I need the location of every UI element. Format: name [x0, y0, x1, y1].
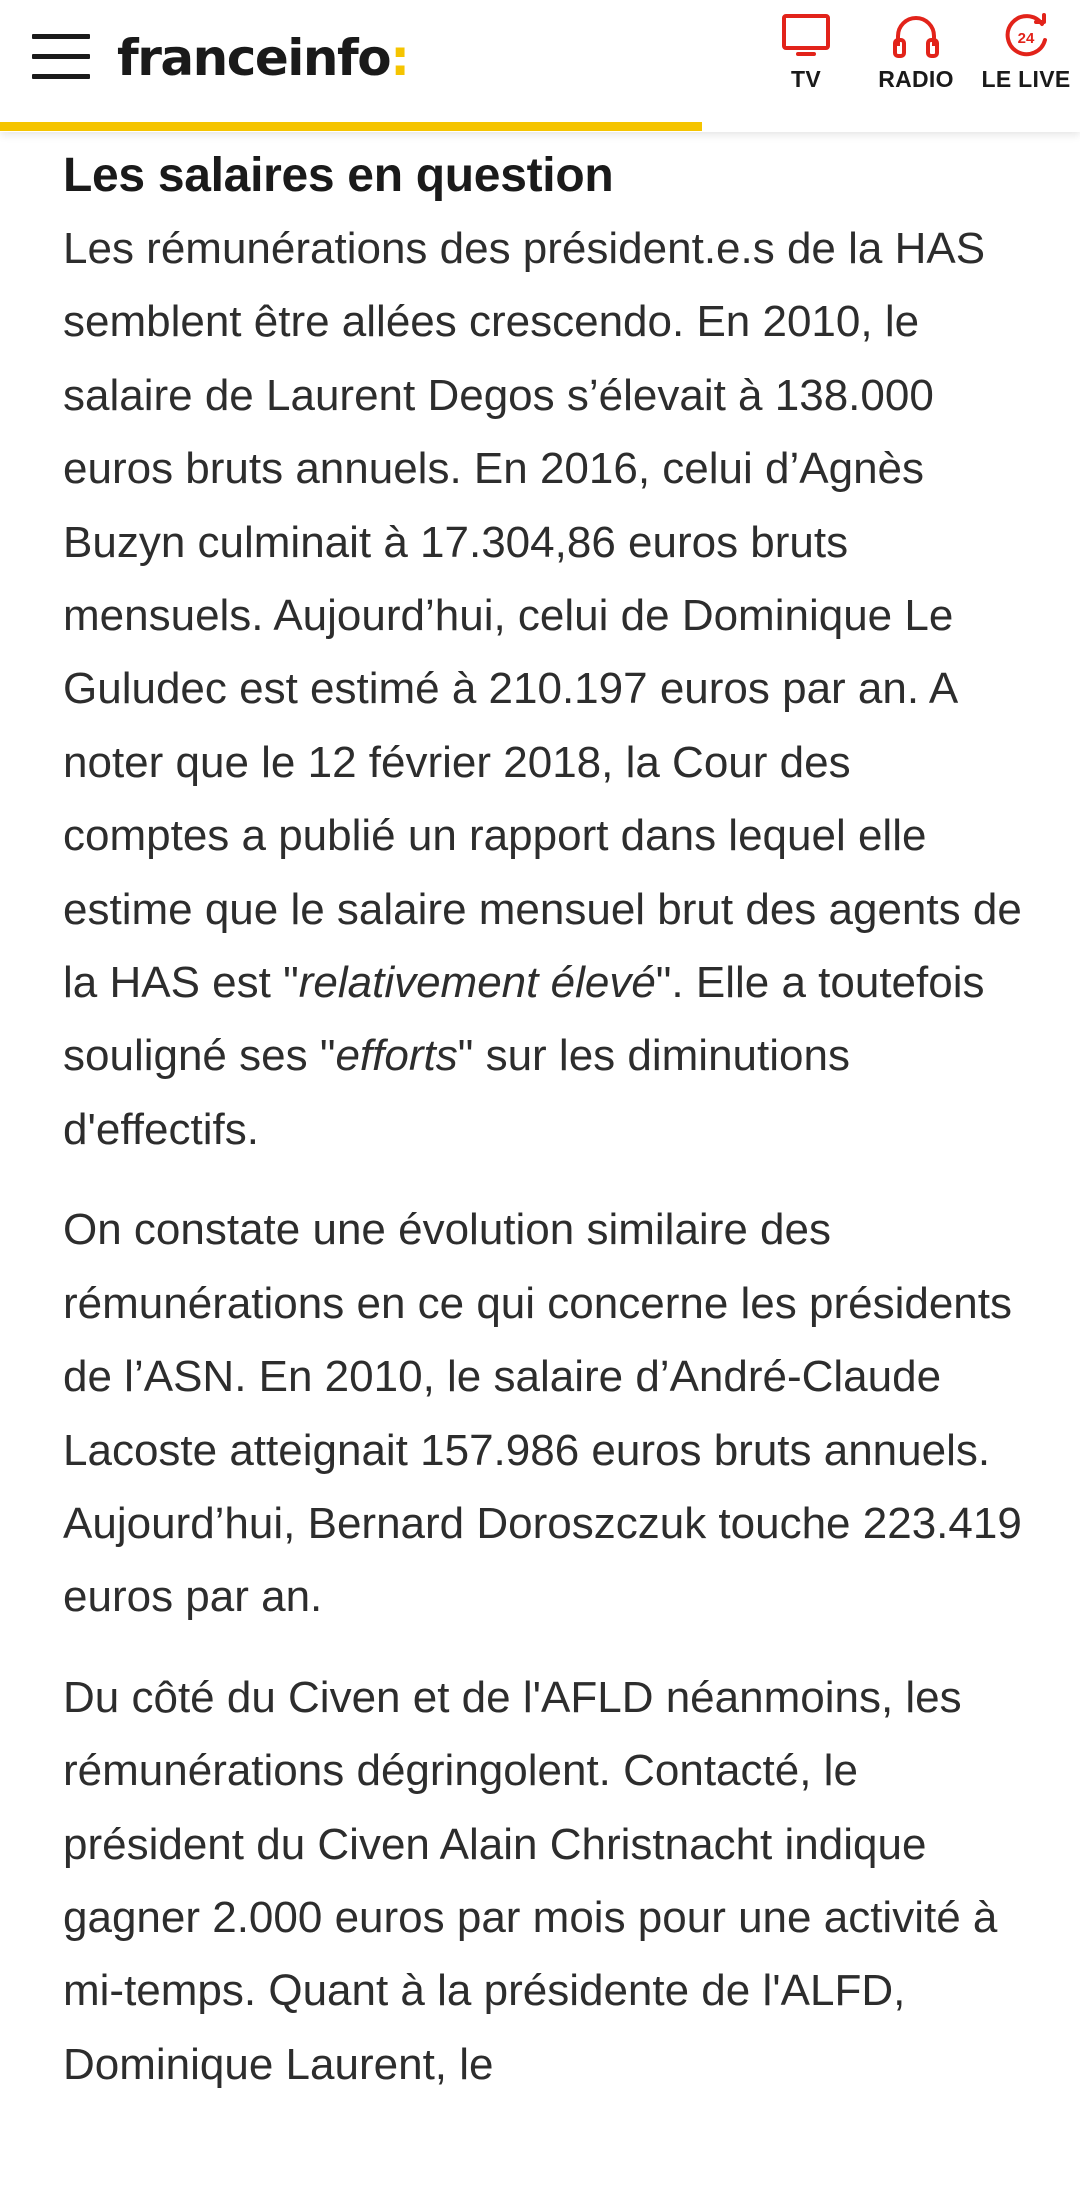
article-body: [63, 140, 1023, 2128]
headphones-icon: [888, 12, 944, 60]
p1-text-c: " sur les diminutions d'effectifs.: [63, 1031, 850, 1154]
tv-icon: [778, 12, 834, 60]
section-heading: Les salaires en question: [63, 149, 614, 202]
live-badge-text: 24: [1017, 30, 1035, 47]
p1-emphasis-2: efforts: [335, 1031, 458, 1081]
top-header: [0, 0, 1080, 132]
logo-text: franceinfo: [117, 29, 391, 87]
nav-radio-button[interactable]: [856, 12, 976, 102]
p1-text-b: ". Elle a toutefois souligné ses ": [63, 958, 985, 1081]
franceinfo-logo[interactable]: [117, 26, 409, 90]
reading-progress-bar: [0, 122, 1080, 131]
live-24-icon: [998, 12, 1054, 60]
article-paragraph-2: On constate une évolution similaire des rémunérations en ce qui concerne les présidents de l’ASN. En 2010, le salaire d’André-Claude Lacoste atteignait 157.986 euros bruts annuels. Aujourd’hui, Bernard Doroszczuk touche 223.419 euros par an.: [63, 1205, 1022, 1622]
p1-emphasis-1: relativement élevé: [298, 958, 656, 1008]
reading-progress-fill: [0, 122, 702, 131]
nav-tv-label: TV: [791, 66, 821, 92]
hamburger-icon[interactable]: [32, 34, 90, 80]
p1-text-a: Les rémunérations des président.e.s de la HAS semblent être allées crescendo. En 2010, le salaire de Laurent Degos s’élevait à 138.000 euros bruts annuels. En 2016, celui d’Agnès Buzyn culminait à 17.304,86 euros bruts mensuels. Aujourd’hui, celui de Dominique Le Guludec est estimé à 210.197 euros par an. A noter que le 12 février 2018, la Cour des comptes a publié un rapport dans lequel elle estime que le salaire mensuel brut des agents de la HAS est ": [63, 224, 1022, 1008]
logo-colon: :: [390, 29, 409, 87]
nav-live-label: LE LIVE: [981, 66, 1071, 92]
nav-tv-button[interactable]: [746, 12, 866, 102]
article-paragraph-3: Du côté du Civen et de l'AFLD néanmoins, les rémunérations dégringolent. Contacté, le président du Civen Alain Christnacht indique gagner 2.000 euros par mois pour une activité à mi-temps. Quant à la présidente de l'ALFD, Dominique Laurent, le: [63, 1672, 998, 2089]
nav-radio-label: RADIO: [878, 66, 954, 92]
nav-live-button[interactable]: [966, 12, 1080, 102]
article-paragraph-1: [63, 212, 1023, 1166]
